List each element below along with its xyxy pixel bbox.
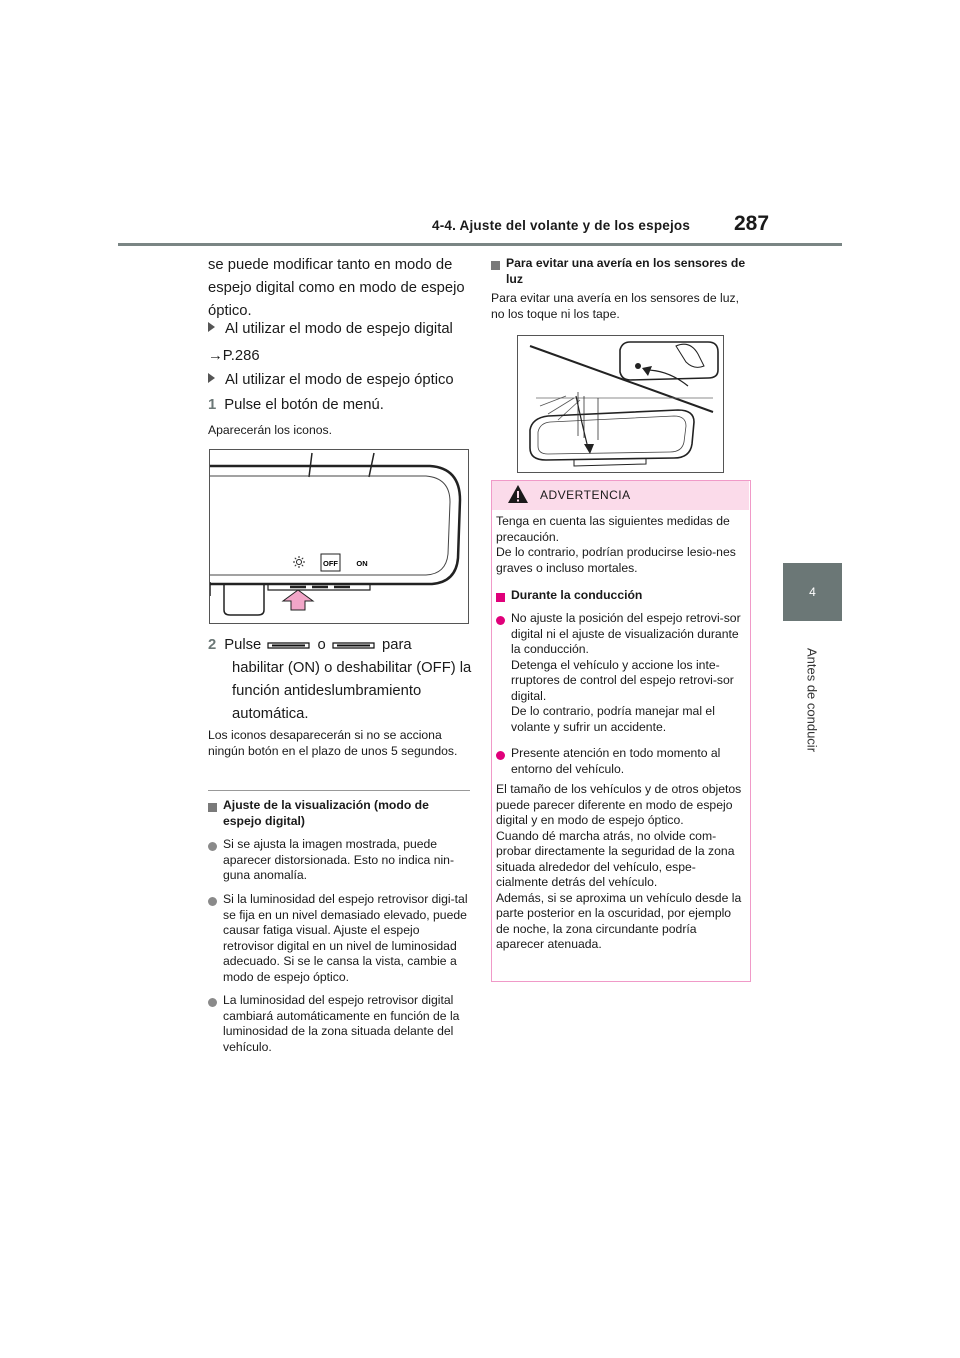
warning-bullet: No ajuste la posición del espejo retrovi-sor digital ni el ajuste de visualización durante la conducción. Detenga el vehículo y accione los inte-rruptores de control del espejo retrovi-sor digital. De lo contrario, podría manejar mal el volante y sufrir un accidente. (496, 611, 746, 735)
step-2: 2 Pulse o para (208, 637, 412, 653)
warning-subsection: Durante la conducción (496, 588, 746, 607)
bullet-item: Si la luminosidad del espejo retrovisor digi-tal se fija en un nivel demasiado elevado, puede causar fatiga visual. Ajuste el espejo retrovisor digital en un nivel de luminosidad adecuado. Si se le cansa la vista, cambie a modo de espejo óptico. (208, 892, 470, 985)
chapter-title: Antes de conducir (804, 647, 820, 753)
square-bullet-icon (491, 261, 500, 270)
divider (208, 790, 470, 791)
square-bullet-icon (496, 593, 505, 602)
warning-bullet: Presente atención en todo momento al entorno del vehículo. (496, 746, 746, 777)
round-bullet-icon (496, 751, 505, 760)
step-1-note: Aparecerán los iconos. (208, 423, 332, 437)
page-number: 287 (734, 212, 770, 235)
round-bullet-icon (208, 842, 217, 851)
warning-title: ADVERTENCIA (540, 488, 631, 502)
figure-light-sensors (517, 335, 724, 473)
sun-icon (293, 556, 305, 568)
round-bullet-icon (208, 998, 217, 1007)
mirror-menu-illustration (210, 450, 468, 623)
left-arrow-button-icon[interactable] (265, 639, 313, 651)
triangle-bullet-icon (208, 373, 215, 383)
warning-closing: El tamaño de los vehículos y de otros objetos puede parecer diferente en modo de espejo digital y en modo de espejo óptico. Cuando dé marcha atrás, no olvide com-probar directamente la seguridad de la zona situada alrededor del vehículo, espe-cialmente detrás del vehículo. Además, si se aproxima un vehículo desde la parte posterior en la oscuridad, por ejemplo de noche, la zona circundante podría aparecer atenuada. (496, 782, 742, 951)
figure-mirror-icons (209, 449, 469, 624)
step-2-text: habilitar (ON) o deshabilitar (OFF) la función antideslumbramiento automática. (232, 660, 472, 722)
page-reference-link[interactable]: →P.286 (208, 348, 260, 364)
warning-triangle-icon (507, 484, 529, 504)
arrow-icon (642, 366, 652, 376)
subsection-display-adjust: Ajuste de la visualización (modo de espejo digital) (208, 798, 470, 829)
triangle-bullet-icon (208, 322, 215, 332)
right-arrow-button-icon[interactable] (330, 639, 378, 651)
round-bullet-icon (208, 897, 217, 906)
bullet-item: Si se ajusta la imagen mostrada, puede aparecer distorsionada. Esto no indica nin-guna anomalía. (208, 837, 470, 884)
step-number: 1 (208, 397, 217, 413)
off-label: OFF (323, 559, 338, 568)
item-optical-mode: Al utilizar el modo de espejo óptico (208, 369, 470, 392)
arrow-icon (584, 444, 594, 454)
section-title: 4-4. Ajuste del volante y de los espejos (432, 218, 691, 233)
round-bullet-icon (496, 616, 505, 625)
light-sensor-text: Para evitar una avería en los sensores de luz, no los toque ni los tape. (491, 291, 739, 321)
on-label: ON (356, 559, 368, 568)
light-sensor-illustration (518, 336, 723, 472)
intro-text: se puede modificar tanto en modo de espejo digital como en modo de espejo óptico. (208, 257, 465, 319)
square-bullet-icon (208, 803, 217, 812)
pointer-arrow-icon (283, 590, 313, 610)
chapter-number: 4 (809, 585, 816, 599)
step-1: 1 Pulse el botón de menú. (208, 397, 384, 413)
chapter-tab[interactable] (783, 563, 842, 621)
step-number: 2 (208, 637, 217, 653)
subsection-light-sensors: Para evitar una avería en los sensores de luz (491, 256, 753, 287)
step-2-note: Los iconos desaparecerán si no se acciona ningún botón en el plazo de unos 5 segundos. (208, 728, 458, 758)
item-digital-mode: Al utilizar el modo de espejo digital (208, 318, 470, 341)
header-rule (118, 243, 842, 246)
bullet-item: La luminosidad del espejo retrovisor digital cambiará automáticamente en función de la luminosidad de la zona situada delante del vehículo. (208, 993, 470, 1055)
warning-intro: Tenga en cuenta las siguientes medidas de precaución. De lo contrario, podrían producirse lesio-nes graves o incluso mortales. (496, 514, 736, 575)
